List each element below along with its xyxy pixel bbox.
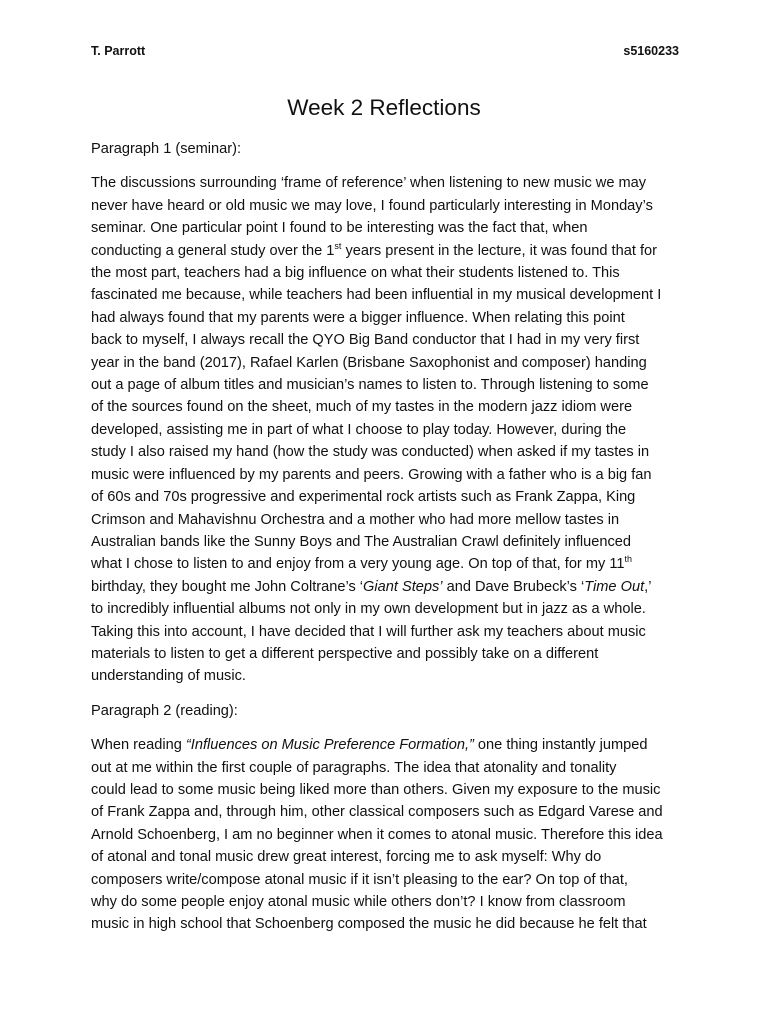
text-run: music in high school that Schoenberg composed the music he did because he felt that (91, 916, 647, 933)
text-run: could lead to some music being liked more than others. Given my exposure to the music (91, 781, 661, 798)
text-run: fascinated me because, while teachers had been influential in my musical development I (91, 287, 662, 304)
text-line (91, 891, 683, 913)
text-line (91, 621, 683, 643)
text-line (91, 441, 683, 463)
text-run: of 60s and 70s progressive and experimental rock artists such as Frank Zappa, King (91, 489, 636, 506)
text-line (91, 284, 683, 306)
text-line (91, 553, 683, 575)
author-name: T. Parrott (91, 44, 146, 58)
text-line (91, 486, 683, 508)
text-line (91, 307, 683, 329)
text-run: Crimson and Mahavishnu Orchestra and a mother who had more mellow tastes in (91, 511, 620, 528)
document-body (91, 138, 683, 948)
text-line (91, 757, 683, 779)
text-run: conducting a general study over the 1 (91, 242, 335, 259)
student-id: s5160233 (623, 44, 679, 58)
text-run: composers write/compose atonal music if it isn’t pleasing to the ear? On top of that, (91, 871, 628, 888)
ordinal-suffix: st (334, 240, 342, 251)
text-run: When reading (91, 737, 186, 754)
text-run: music were influenced by my parents and peers. Growing with a father who is a big fan (91, 466, 652, 483)
italic-title: “Influences on Music Preference Formation,” (185, 737, 474, 754)
italic-title: Giant Steps’ (363, 578, 443, 595)
text-run: to incredibly influential albums not only in my own development but in jazz as a whole. (91, 601, 646, 618)
text-run: understanding of music. (91, 668, 246, 685)
text-line (91, 665, 683, 687)
text-run: Australian bands like the Sunny Boys and The Australian Crawl definitely influenced (91, 533, 632, 550)
text-run: one thing instantly jumped (473, 737, 648, 754)
text-run: birthday, they bought me John Coltrane’s ‘ (91, 578, 364, 595)
text-run: Taking this into account, I have decided that I will further ask my teachers about music (91, 623, 646, 640)
italic-title: Time Out (584, 578, 645, 595)
page-header (91, 44, 679, 64)
text-run: of the sources found on the sheet, much of my tastes in the modern jazz idiom were (91, 399, 633, 416)
text-line (91, 374, 683, 396)
text-line (91, 734, 683, 756)
text-line (91, 576, 683, 598)
text-line (91, 869, 683, 891)
text-line (91, 172, 683, 194)
text-line (91, 464, 683, 486)
text-run: back to myself, I always recall the QYO Big Band conductor that I had in my very first (91, 332, 640, 349)
ordinal-suffix: th (624, 554, 633, 565)
text-run: why do some people enjoy atonal music while others don’t? I know from classroom (91, 894, 626, 910)
text-run: The discussions surrounding ‘frame of reference’ when listening to new music we may (91, 175, 647, 192)
text-run: Arnold Schoenberg, I am no beginner when it comes to atonal music. Therefore this idea (91, 826, 663, 843)
text-run: materials to listen to get a different perspective and possibly take on a different (91, 645, 599, 662)
text-run: seminar. One particular point I found to be interesting was the fact that, when (91, 220, 588, 237)
text-line (91, 240, 683, 262)
text-line (91, 598, 683, 620)
text-line (91, 262, 683, 284)
text-run: out a page of album titles and musician’s names to listen to. Through listening to some (91, 377, 649, 394)
text-run: ,’ (644, 578, 652, 595)
text-run: year in the band (2017), Rafael Karlen (Brisbane Saxophonist and composer) handing (91, 354, 647, 371)
section-heading-seminar: Paragraph 1 (seminar): (91, 141, 242, 157)
text-line (91, 531, 683, 553)
text-run: out at me within the first couple of paragraphs. The idea that atonality and tonality (91, 759, 617, 776)
text-line (91, 509, 683, 531)
section-heading-reading: Paragraph 2 (reading): (91, 702, 238, 719)
text-run: study I also raised my hand (how the study was conducted) when asked if my tastes in (91, 444, 650, 461)
text-run: of atonal and tonal music drew great interest, forcing me to ask myself: Why do (91, 849, 602, 866)
text-line (91, 352, 683, 374)
document-title: Week 2 Reflections (287, 95, 481, 120)
text-run: and Dave Brubeck’s ‘ (442, 578, 585, 595)
text-line (91, 824, 683, 846)
text-run: of Frank Zappa and, through him, other classical composers such as Edgard Varese and (91, 804, 663, 821)
text-line (91, 195, 683, 217)
paragraph-seminar (91, 172, 683, 687)
paragraph-reading (91, 734, 683, 936)
text-run: had always found that my parents were a bigger influence. When relating this point (91, 309, 625, 326)
text-run: years present in the lecture, it was found that for (341, 242, 657, 259)
text-run: never have heard or old music we may love, I found particularly interesting in Monday’s (91, 197, 653, 214)
text-line (91, 913, 683, 935)
text-line (91, 396, 683, 418)
text-run: the most part, teachers had a big influence on what their students listened to. This (91, 265, 620, 282)
text-line (91, 217, 683, 239)
text-line (91, 801, 683, 823)
text-line (91, 329, 683, 351)
text-line (91, 643, 683, 665)
text-run: developed, assisting me in part of what I choose to play today. However, during the (91, 421, 627, 438)
text-line (91, 846, 683, 868)
text-line (91, 779, 683, 801)
text-run: what I chose to listen to and enjoy from a very young age. On top of that, for my 11 (91, 556, 625, 573)
text-line (91, 419, 683, 441)
